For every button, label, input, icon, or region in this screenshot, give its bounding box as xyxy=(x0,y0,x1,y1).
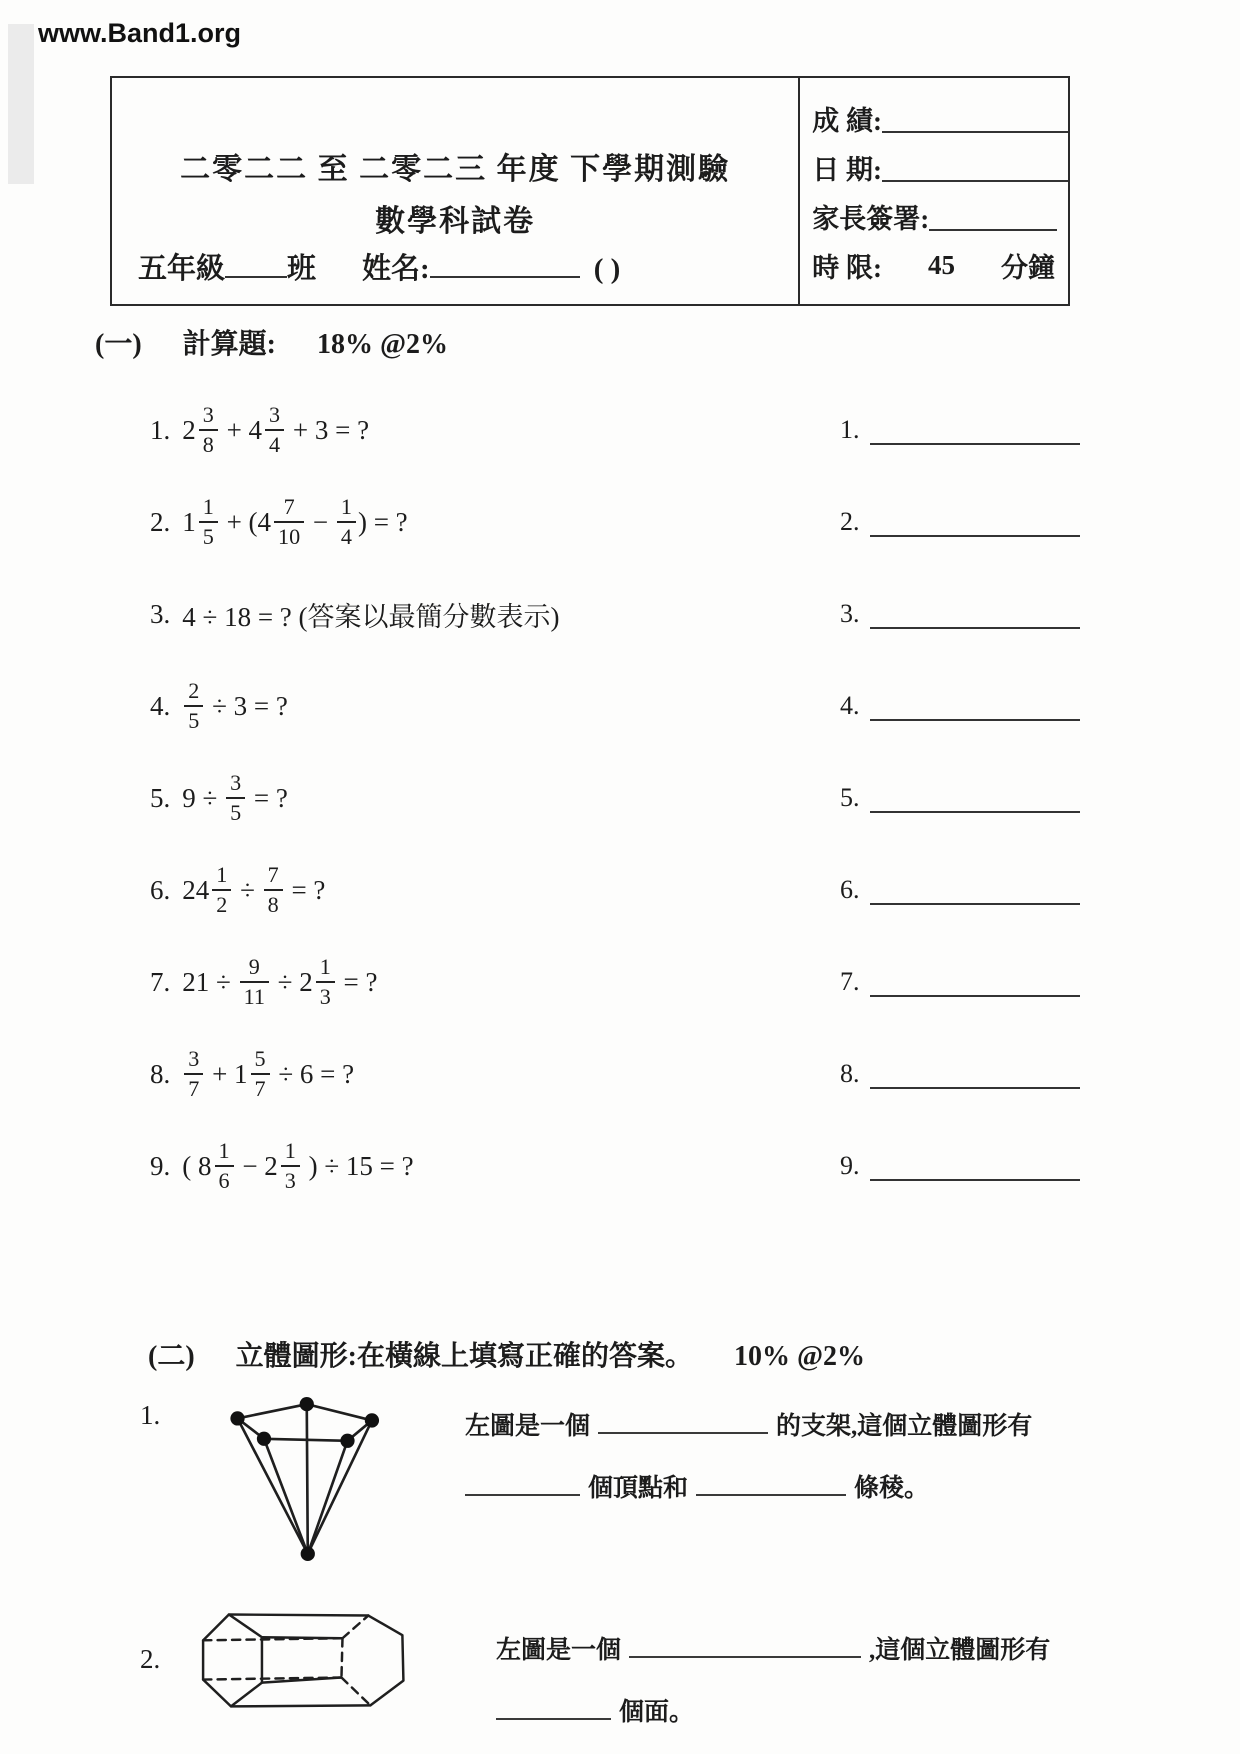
figure-question-number: 2. xyxy=(140,1644,161,1674)
section-1-heading xyxy=(0,322,1240,362)
q1-text-post: 的支架,這個立體圖形有 xyxy=(776,1413,1033,1440)
grade-name-line xyxy=(138,246,620,287)
question-expression: $\frac{2}{5}$ ÷ 3 = ? xyxy=(182,680,288,732)
name-blank-line xyxy=(430,246,580,278)
question-expression: 21 ÷ $\frac{9}{11}$ ÷ 2 $\frac{1}{3}$ = ? xyxy=(182,953,378,1009)
answer-blank-line xyxy=(870,784,1080,813)
parent-sign-label: 家長簽署: xyxy=(812,204,930,234)
parent-sign-blank-line xyxy=(929,202,1057,232)
q2-text-end: 個面。 xyxy=(619,1699,695,1726)
answer-blank-number: 3. xyxy=(840,599,860,628)
exam-header-box xyxy=(110,76,1070,306)
q1-text-end: 條稜。 xyxy=(854,1475,930,1502)
section-2-percentage: 10% @2% xyxy=(733,1341,866,1372)
question-number: 4. xyxy=(150,690,171,721)
section-2-solids xyxy=(0,1334,1240,1744)
question-row xyxy=(150,580,1160,648)
date-label: 日 期: xyxy=(812,155,882,185)
exam-title-line2: 數學科試卷 xyxy=(375,205,536,238)
question-number: 9. xyxy=(150,1150,171,1181)
figure-question-1-text xyxy=(465,1396,1125,1520)
answer-blank-line xyxy=(870,600,1080,629)
question-row xyxy=(150,1040,1160,1108)
answer-blank xyxy=(840,1059,1160,1089)
time-value: 45 xyxy=(928,250,955,280)
q1-blank-vertex-count xyxy=(465,1469,580,1497)
time-limit-row xyxy=(812,241,1068,290)
answer-blank xyxy=(840,599,1160,629)
figure-question-2 xyxy=(0,1610,1240,1744)
question-row xyxy=(150,672,1160,740)
section-2-heading xyxy=(0,1334,1240,1374)
answer-blank-number: 1. xyxy=(840,415,860,444)
answer-blank-number: 4. xyxy=(840,691,860,720)
answer-blank-line xyxy=(870,1152,1080,1181)
section-1-calculation xyxy=(0,322,1240,1224)
time-unit: 分鐘 xyxy=(1001,253,1055,283)
scan-artifact xyxy=(8,24,34,184)
answer-blank-line xyxy=(870,508,1080,537)
question-number: 7. xyxy=(150,966,171,997)
section-2-title: 立體圖形:在橫線上填寫正確的答案。 xyxy=(235,1341,693,1372)
date-row xyxy=(812,143,1068,192)
score-row xyxy=(812,94,1068,143)
score-blank-line xyxy=(882,104,1068,134)
question-row xyxy=(150,948,1160,1016)
answer-blank-number: 6. xyxy=(840,875,860,904)
question-expression: 4 ÷ 18 = ? (答案以最簡分數表示) xyxy=(182,601,560,632)
grade-label: 五年級 xyxy=(138,253,226,285)
question-number: 6. xyxy=(150,874,171,905)
q2-blank-face-count xyxy=(496,1693,611,1721)
figure-question-number: 1. xyxy=(140,1400,161,1430)
date-blank-line xyxy=(882,153,1068,183)
q1-blank-shape-name xyxy=(598,1407,768,1435)
answer-blank xyxy=(840,783,1160,813)
section-1-number: (一) xyxy=(95,329,142,360)
question-expression: 24 $\frac{1}{2}$ ÷ $\frac{7}{8}$ = ? xyxy=(182,861,326,917)
question-row xyxy=(150,764,1160,832)
question-expression: ( 8 $\frac{1}{6}$ − 2 $\frac{1}{3}$ ) ÷ 15 = ? xyxy=(182,1137,414,1193)
section-1-percentage: 18% @2% xyxy=(316,329,449,360)
answer-blank-line xyxy=(870,876,1080,905)
q1-text-mid: 個頂點和 xyxy=(588,1475,689,1502)
question-row xyxy=(150,396,1160,464)
class-blank-line xyxy=(225,246,287,278)
score-label: 成 績: xyxy=(812,106,882,136)
answer-blank-number: 8. xyxy=(840,1059,860,1088)
name-suffix: ( ) xyxy=(593,253,621,285)
question-number: 3. xyxy=(150,598,171,629)
answer-blank xyxy=(840,691,1160,721)
figure-question-1 xyxy=(0,1396,1240,1564)
question-expression: 9 ÷ $\frac{3}{5}$ = ? xyxy=(182,769,288,825)
class-label: 班 xyxy=(287,253,317,285)
q1-text-pre: 左圖是一個 xyxy=(465,1413,591,1440)
site-watermark: www.Band1.org xyxy=(38,18,242,48)
hexagonal-prism-figure xyxy=(200,1610,422,1714)
section-2-number: (二) xyxy=(148,1341,195,1372)
answer-blank-number: 2. xyxy=(840,507,860,536)
question-list xyxy=(0,396,1160,1200)
figure-question-2-text xyxy=(496,1620,1156,1744)
answer-blank xyxy=(840,1151,1160,1181)
question-row xyxy=(150,856,1160,924)
question-expression: 1 $\frac{1}{5}$ + ( 4 $\frac{7}{10}$ − $\frac{1}{4}$ ) = ? xyxy=(182,493,408,549)
answer-blank-line xyxy=(870,1060,1080,1089)
answer-blank xyxy=(840,875,1160,905)
question-row xyxy=(150,1132,1160,1200)
answer-blank xyxy=(840,415,1160,445)
answer-blank-line xyxy=(870,416,1080,445)
section-1-title: 計算題: xyxy=(182,329,276,360)
score-panel xyxy=(800,78,1068,304)
answer-blank xyxy=(840,507,1160,537)
question-number: 8. xyxy=(150,1058,171,1089)
parent-sign-row xyxy=(812,192,1068,241)
answer-blank-line xyxy=(870,692,1080,721)
answer-blank-number: 7. xyxy=(840,967,860,996)
answer-blank xyxy=(840,967,1160,997)
exam-title-line1: 二零二二 至 二零二三 年度 下學期測驗 xyxy=(180,153,731,186)
q2-text-pre: 左圖是一個 xyxy=(496,1637,622,1664)
name-label: 姓名: xyxy=(362,253,430,285)
question-row xyxy=(150,488,1160,556)
answer-blank-number: 9. xyxy=(840,1151,860,1180)
question-number: 5. xyxy=(150,782,171,813)
q1-blank-edge-count xyxy=(696,1469,846,1497)
question-expression: 2 $\frac{3}{8}$ + 4 $\frac{3}{4}$ + 3 = ? xyxy=(182,401,370,457)
pentagonal-pyramid-figure xyxy=(200,1396,385,1564)
q2-text-post: ,這個立體圖形有 xyxy=(869,1637,1051,1664)
question-number: 1. xyxy=(150,414,171,445)
time-label: 時 限: xyxy=(812,253,882,283)
q2-blank-shape-name xyxy=(629,1631,861,1659)
answer-blank-number: 5. xyxy=(840,783,860,812)
exam-title-panel xyxy=(112,78,800,304)
answer-blank-line xyxy=(870,968,1080,997)
question-expression: $\frac{3}{7}$ + 1 $\frac{5}{7}$ ÷ 6 = ? xyxy=(182,1048,354,1100)
question-number: 2. xyxy=(150,506,171,537)
